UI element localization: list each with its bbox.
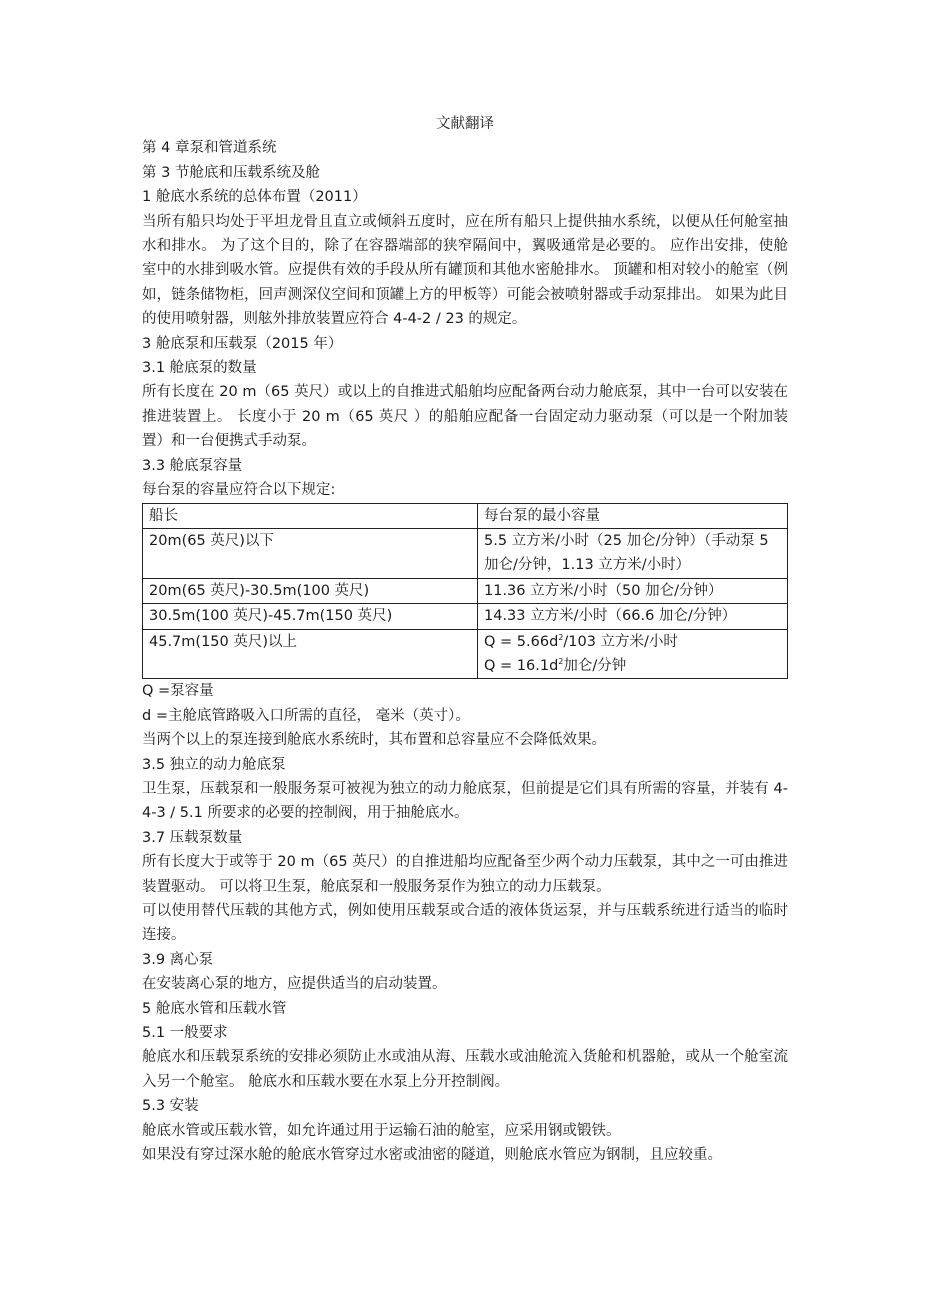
cell-length: 45.7m(150 英尺)以上 <box>143 629 478 679</box>
header-min-capacity: 每台泵的最小容量 <box>478 503 788 528</box>
table-row <box>143 528 788 578</box>
cell-capacity-formula <box>478 629 788 679</box>
cell-length: 20m(65 英尺)-30.5m(100 英尺) <box>143 578 478 603</box>
cell-capacity: 14.33 立方米/小时（66.6 加仑/分钟） <box>478 604 788 629</box>
note-multiple-pumps: 当两个以上的泵连接到舱底水系统时，其布置和总容量应不会降低效果。 <box>142 732 606 749</box>
chapter-heading: 第 4 章泵和管道系统 <box>142 140 277 157</box>
note-d: d =主舱底管路吸入口所需的直径， 毫米（英寸）。 <box>142 707 470 724</box>
heading-3-3: 3.3 舱底泵容量 <box>142 457 243 474</box>
table-header-row <box>143 503 788 528</box>
heading-3: 3 舱底泵和压载泵（2015 年） <box>142 335 343 352</box>
table-row <box>143 629 788 679</box>
cell-length: 30.5m(100 英尺)-45.7m(150 英尺) <box>143 604 478 629</box>
table-row <box>143 604 788 629</box>
cell-length: 20m(65 英尺)以下 <box>143 528 478 578</box>
note-q: Q =泵容量 <box>142 683 214 700</box>
pump-capacity-table <box>142 503 788 680</box>
heading-3-1: 3.1 舱底泵的数量 <box>142 360 257 377</box>
heading-5: 5 舱底水管和压载水管 <box>142 1000 287 1017</box>
paragraph-5-3-a: 舱底水管或压载水管，如允许通过用于运输石油的舱室，应采用钢或锻铁。 <box>142 1122 621 1139</box>
cell-capacity: 5.5 立方米/小时（25 加仑/分钟）（手动泵 5 加仑/分钟，1.13 立方米/小时） <box>478 528 788 578</box>
paragraph-3-1: 所有长度在 20 m（65 英尺）或以上的自推进式船舶均应配备两台动力舱底泵，其中一台可以安装在推进装置上。 长度小于 20 m（65 英尺 ）的船舶应配备一台固定动力驱动泵（可以是一个附加装置）和一台便携式手动泵。 <box>142 384 788 450</box>
heading-5-3: 5.3 安装 <box>142 1098 199 1115</box>
paragraph-3-7-b: 可以使用替代压载的其他方式，例如使用压载泵或合适的液体货运泵，并与压载系统进行适当的临时连接。 <box>142 903 788 944</box>
heading-3-7: 3.7 压载泵数量 <box>142 829 243 846</box>
cell-capacity: 11.36 立方米/小时（50 加仑/分钟） <box>478 578 788 603</box>
header-ship-length: 船长 <box>143 503 478 528</box>
heading-3-5: 3.5 独立的动力舱底泵 <box>142 756 286 773</box>
document-title: 文献翻译 <box>436 116 494 132</box>
paragraph-1: 当所有船只均处于平坦龙骨且直立或倾斜五度时，应在所有船只上提供抽水系统，以便从任何舱室抽水和排水。 为了这个目的，除了在容器端部的狭窄隔间中，翼吸通常是必要的。 应作出安排，使舱室中的水排到吸水管。应提供有效的手段从所有罐顶和其他水密舱排水。 顶罐和相对较小的舱室（例如，链条储物柜，回声测深仪空间和顶罐上方的甲板等）可能会被喷射器或手动泵排出。 如果为此目的使用喷射器，则舷外排放装置应符合 4-4-2 / 23 的规定。 <box>142 213 788 328</box>
document-page <box>142 112 788 1167</box>
formula-imperial: $Q = 16.1d^2$加仑/分钟 <box>484 656 627 674</box>
paragraph-3-7-a: 所有长度大于或等于 20 m（65 英尺）的自推进船均应配备至少两个动力压载泵，其中之一可由推进装置驱动。 可以将卫生泵，舱底泵和一般服务泵作为独立的动力压载泵。 <box>142 854 788 895</box>
paragraph-3-9: 在安装离心泵的地方，应提供适当的启动装置。 <box>142 976 447 993</box>
table-row <box>143 578 788 603</box>
heading-5-1: 5.1 一般要求 <box>142 1025 228 1042</box>
formula-metric: $Q = 5.66d^2/103$ 立方米/小时 <box>484 632 678 650</box>
paragraph-3-5: 卫生泵，压载泵和一般服务泵可被视为独立的动力舱底泵，但前提是它们具有所需的容量，并装有 4-4-3 / 5.1 所要求的必要的控制阀，用于抽舱底水。 <box>142 780 788 822</box>
paragraph-3-3-intro: 每台泵的容量应符合以下规定: <box>142 482 336 499</box>
paragraph-5-3-b: 如果没有穿过深水舱的舱底水管穿过水密或油密的隧道，则舱底水管应为钢制，且应较重。 <box>142 1147 722 1164</box>
heading-3-9: 3.9 离心泵 <box>142 951 214 968</box>
paragraph-5-1: 舱底水和压载泵系统的安排必须防止水或油从海、压载水或油舱流入货舱和机器舱，或从一个舱室流入另一个舱室。 舱底水和压载水要在水泵上分开控制阀。 <box>142 1049 788 1090</box>
heading-1: 1 舱底水系统的总体布置（2011） <box>142 189 367 206</box>
section-heading: 第 3 节舱底和压载系统及舱 <box>142 164 320 181</box>
